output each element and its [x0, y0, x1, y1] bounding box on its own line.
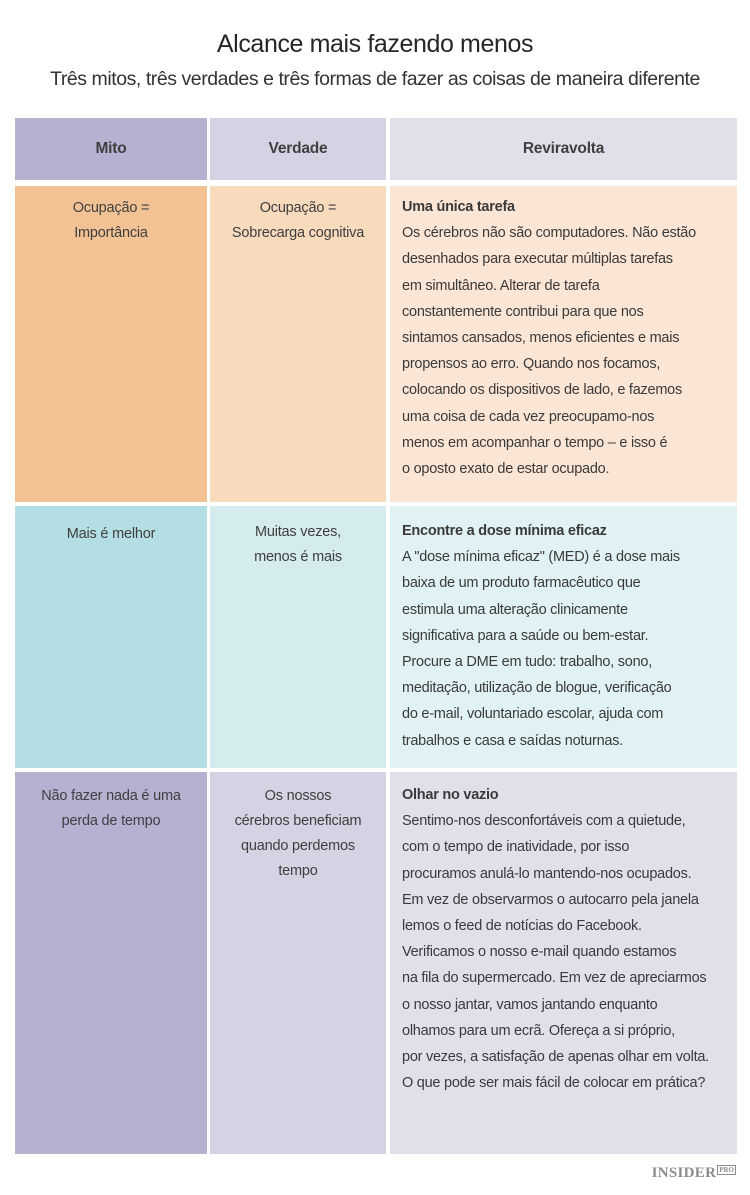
text-line: Verificamos o nosso e-mail quando estamos [402, 944, 677, 961]
column-header-label: Reviravolta [522, 140, 605, 157]
text-line: constantemente contribui para que nos [402, 303, 644, 320]
reviravolta-title: Uma única tarefa [402, 199, 515, 215]
cell-text: Ocupação = [259, 200, 337, 216]
text-line: o nosso jantar, vamos jantando enquanto [402, 996, 658, 1013]
column-header-label: Verdade [268, 140, 328, 157]
cell-text: Importância [74, 225, 148, 241]
row-3-reviravolta [390, 772, 737, 1154]
cell-text: Os nossos [264, 788, 332, 804]
text-line: por vezes, a satisfação de apenas olhar em volta. [402, 1049, 709, 1066]
text-line: olhamos para um ecrã. Ofereça a si próprio, [402, 1022, 675, 1039]
reviravolta-title: Olhar no vazio [402, 787, 499, 803]
logo-text: INSIDER [651, 1165, 717, 1181]
cell-text: Não fazer nada é uma [41, 788, 181, 804]
row-2-mito [15, 506, 207, 768]
text-line: trabalhos e casa e saídas noturnas. [402, 732, 623, 749]
text-line: menos em acompanhar o tempo – e isso é [402, 434, 668, 451]
row-3-mito [15, 772, 207, 1154]
cell-text: quando perdemos [241, 838, 355, 854]
row-1-reviravolta [390, 186, 737, 502]
text-line: sintamos cansados, menos eficientes e mais [402, 330, 680, 347]
reviravolta-title: Encontre a dose mínima eficaz [402, 523, 607, 539]
row-1-mito [15, 186, 207, 502]
cell-text: Mais é melhor [66, 526, 156, 542]
cell-text: tempo [278, 863, 318, 879]
text-line: com o tempo de inatividade, por isso [402, 839, 630, 856]
text-line: Em vez de observarmos o autocarro pela janela [402, 891, 699, 908]
column-header-mito [15, 118, 207, 180]
cell-text: cérebros beneficiam [234, 813, 362, 829]
text-line: Sentimo-nos desconfortáveis com a quietude, [402, 813, 686, 830]
cell-text: menos é mais [254, 549, 342, 565]
text-line: na fila do supermercado. Em vez de apreciarmos [402, 970, 707, 987]
logo-badge: PRO [719, 1166, 734, 1174]
text-line: estimula uma alteração clinicamente [402, 601, 628, 618]
insider-pro-logo [652, 1165, 736, 1182]
row-3-verdade [210, 772, 386, 1154]
text-line: em simultâneo. Alterar de tarefa [402, 277, 600, 294]
text-line: o oposto exato de estar ocupado. [402, 461, 610, 478]
cell-text: perda de tempo [61, 813, 161, 829]
row-2-reviravolta [390, 506, 737, 768]
text-line: meditação, utilização de blogue, verificação [402, 680, 672, 697]
cell-text: Muitas vezes, [254, 524, 342, 540]
column-header-reviravolta [390, 118, 737, 180]
text-line: propensos ao erro. Quando nos focamos, [402, 356, 661, 373]
text-line: Os cérebros não são computadores. Não estão [402, 225, 696, 242]
text-line: Procure a DME em tudo: trabalho, sono, [402, 654, 653, 671]
column-header-verdade [210, 118, 386, 180]
text-line: desenhados para executar múltiplas tarefas [402, 251, 673, 268]
text-line: significativa para a saúde ou bem-estar. [402, 627, 649, 644]
page-subtitle: Três mitos, três verdades e três formas de fazer as coisas de maneira diferente [50, 68, 700, 90]
column-header-label: Mito [95, 140, 127, 157]
text-line: O que pode ser mais fácil de colocar em prática? [402, 1075, 706, 1092]
text-line: A "dose mínima eficaz" (MED) é a dose mais [402, 549, 680, 566]
row-2-verdade [210, 506, 386, 768]
text-line: baixa de um produto farmacêutico que [402, 575, 641, 592]
cell-text: Sobrecarga cognitiva [231, 225, 365, 241]
text-line: procuramos anulá-lo mantendo-nos ocupados. [402, 865, 692, 882]
page-title: Alcance mais fazendo menos [216, 30, 534, 58]
text-line: lemos o feed de notícias do Facebook. [402, 918, 642, 935]
row-1-verdade [210, 186, 386, 502]
cell-text: Ocupação = [72, 200, 150, 216]
text-line: do e-mail, voluntariado escolar, ajuda com [402, 706, 664, 723]
text-line: uma coisa de cada vez preocupamo-nos [402, 408, 655, 425]
text-line: colocando os dispositivos de lado, e fazemos [402, 382, 682, 399]
